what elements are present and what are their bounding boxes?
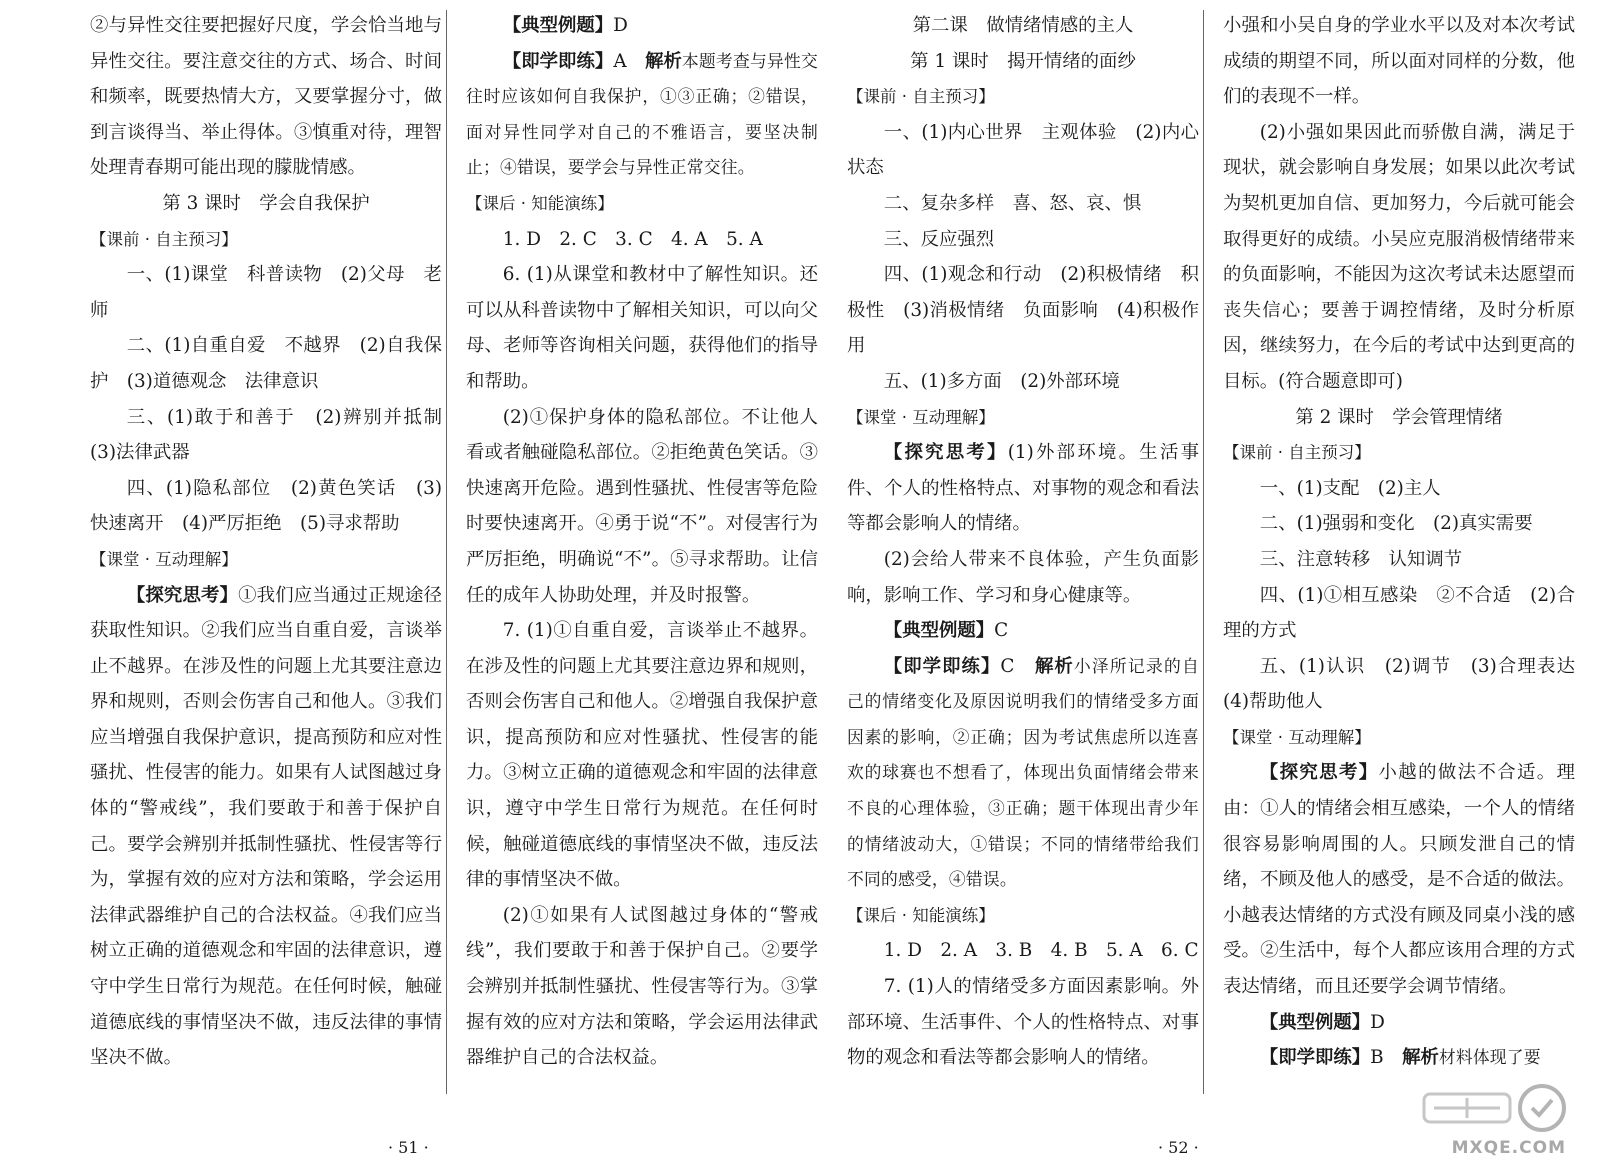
answer-text: ①我们应当通过正规途径获取性知识。②我们应当自重自爱，言谈举止不越界。在涉及性的问题上尤其要注意边界和规则，否则会伤害自己和他人。③我们应当增强自我保护意识，提高预防和应对性骚扰、性侵害的能力。如果有人试图越过身体的“警戒线”，我们要敢于和善于保护自己。要学会辨别并抵制性骚扰、性侵害等行为，掌握有效的应对方法和策略，学会运用法律武器维护自己的合法权益。④我们应当树立正确的道德观念和牢固的法律意识，遵守中学生日常行为规范。在任何时候，触碰道德底线的事情坚决不做，违反法律的事情坚决不做。: [90, 584, 442, 1069]
answer-line: 三、反应强烈: [883, 228, 995, 250]
analysis-text: 小泽所记录的自己的情绪变化及原因说明我们的情绪受多方面因素的影响，②正确；因为考试焦虑所以连喜欢的球赛也不想看了，体现出负面情绪会带来不良的心理体验，③正确；题干体现出青少年的情绪波动大，①错误；不同的情绪带给我们不同的感受，④错误。: [847, 655, 1199, 890]
answer-line: 四、(1)隐私部位 (2)黄色笑话 (3)快速离开 (4)严厉拒绝 (5)寻求帮助: [90, 477, 442, 535]
answer-line: 五、(1)认识 (2)调节 (3)合理表达 (4)帮助他人: [1223, 655, 1594, 713]
label: 【探究思考】: [126, 584, 239, 606]
answer-paragraph: [90, 578, 442, 1076]
answer-text: D: [1370, 1011, 1385, 1033]
answer-line: 1. D 2. C 3. C 4. A 5. A: [502, 228, 763, 250]
answer-text: C: [1000, 655, 1035, 677]
label: 【即学即练】: [502, 50, 614, 72]
answer-paragraph: (2)①保护身体的隐私部位。不让他人看或者触碰隐私部位。②拒绝黄色笑话。③快速离开危险。遇到性骚扰、性侵害等危险时要快速离开。④勇于说“不”。对侵害行为严厉拒绝，明确说“不”。⑤寻求帮助。让信任的成年人协助处理，并及时报警。: [466, 406, 818, 606]
analysis-text: 本题考查与异性交往时应该如何自我保护，①③正确；②错误，面对异性同学对自己的不雅语言，要坚决制止；④错误，要学会与异性正常交往。: [466, 50, 818, 178]
paragraph: ②与异性交往要把握好尺度，学会恰当地与异性交往。要注意交往的方式、场合、时间和频率，既要热情大方，又要掌握分寸，做到言谈得当、举止得体。③慎重对待，理智处理青春期可能出现的朦胧情感。: [90, 15, 442, 179]
answer-text: C: [994, 620, 1009, 642]
analysis-label: 解析: [645, 50, 682, 72]
answer-text: A: [613, 50, 646, 72]
left-column-1: [90, 8, 461, 1076]
answer-paragraph: [847, 435, 1199, 542]
page-number: · 51 ·: [388, 1138, 429, 1157]
answer-paragraph: (2)会给人带来不良体验，产生负面影响，影响工作、学习和身心健康等。: [847, 548, 1199, 606]
column-divider: [446, 10, 447, 1094]
answer-line: 一、(1)内心世界 主观体验 (2)内心状态: [847, 121, 1199, 179]
answer-line: 二、(1)自重自爱 不越界 (2)自我保护 (3)道德观念 法律意识: [90, 335, 442, 392]
right-column-2: [1223, 8, 1594, 1076]
answer-line: 四、(1)①相互感染 ②不合适 (2)合理的方式: [1223, 584, 1575, 642]
answer-line: 二、(1)强弱和变化 (2)真实需要: [1259, 513, 1533, 535]
lesson-heading: 第 3 课时 学会自我保护: [162, 192, 370, 214]
chapter-heading: 第二课 做情绪情感的主人: [912, 15, 1134, 36]
answer-text: B: [1370, 1047, 1403, 1069]
answer-text: 小越的做法不合适。理由：①人的情绪会相互感染，一个人的情绪很容易影响周围的人。只顾发泄自己的情绪，不顾及他人的感受，是不合适的做法。小越表达情绪的方式没有顾及同桌小浅的感受。②生活中，每个人都应该用合理的方式表达情绪，而且还要学会调节情绪。: [1223, 762, 1575, 998]
watermark: [1420, 1082, 1570, 1158]
answer-paragraph: 7. (1)①自重自爱，言谈举止不越界。在涉及性的问题上尤其要注意边界和规则，否则会伤害自己和他人。②增强自我保护意识，提高预防和应对性骚扰、性侵害的能力。③树立正确的道德观念和牢固的法律意识，遵守中学生日常行为规范。在任何时候，触碰道德底线的事情坚决不做，违反法律的事情坚决不做。: [466, 620, 818, 891]
analysis-text: 材料体现了要: [1438, 1047, 1541, 1068]
label: 【探究思考】: [883, 442, 1008, 464]
answer-text: (1)外部环境。生活事件、个人的性格特点、对事物的观念和看法等都会影响人的情绪。: [847, 442, 1199, 535]
answer-paragraph: [1223, 755, 1575, 1004]
answer-line: 五、(1)多方面 (2)外部环境: [883, 370, 1120, 392]
lesson-heading: 第 2 课时 学会管理情绪: [1295, 406, 1503, 428]
answer-circle-logo-icon: [1420, 1082, 1570, 1134]
section-heading: 【课堂 · 互动理解】: [90, 549, 238, 569]
page-number: · 52 ·: [1158, 1138, 1199, 1157]
answer-line: 一、(1)支配 (2)主人: [1259, 477, 1441, 499]
section-heading: 【课前 · 自主预习】: [847, 87, 995, 107]
answer-text: D: [613, 15, 628, 36]
label: 【探究思考】: [1259, 762, 1379, 784]
label: 【即学即练】: [1259, 1047, 1371, 1069]
analysis-label: 解析: [1034, 655, 1074, 677]
section-heading: 【课堂 · 互动理解】: [847, 407, 995, 427]
right-column-1: [847, 8, 1199, 1076]
label: 【典型例题】: [502, 15, 614, 36]
right-page: [800, 0, 1600, 1166]
answer-line: [847, 613, 1199, 649]
answer-paragraph: 6. (1)从课堂和教材中了解性知识。还可以从科普读物中了解相关知识，可以向父母、老师等咨询相关问题，获得他们的指导和帮助。: [466, 264, 818, 392]
section-heading: 【课前 · 自主预习】: [90, 229, 238, 249]
analysis-label: 解析: [1402, 1047, 1439, 1069]
label: 【典型例题】: [883, 620, 995, 642]
answer-paragraph: [847, 649, 1199, 898]
answer-line: 二、复杂多样 喜、怒、哀、惧: [883, 192, 1142, 214]
label: 【典型例题】: [1259, 1011, 1371, 1033]
answer-paragraph: (2)小强如果因此而骄傲自满，满足于现状，就会影响自身发展；如果以此次考试为契机更加自信、更加努力，今后就可能会取得更好的成绩。小吴应克服消极情绪带来的负面影响，不能因为这次考试未达愿望而丧失信心；要善于调控情绪，及时分析原因，继续努力，在今后的考试中达到更高的目标。(符合题意即可): [1223, 121, 1575, 392]
section-heading: 【课后 · 知能演练】: [466, 193, 614, 213]
answer-line: 1. D 2. A 3. B 4. B 5. A 6. C: [883, 940, 1199, 962]
answer-line: [1223, 1005, 1575, 1041]
column-divider: [1203, 10, 1204, 1094]
answer-line: [466, 8, 818, 44]
section-heading: 【课后 · 知能演练】: [847, 905, 995, 925]
watermark-site: MXQE.COM: [1451, 1138, 1566, 1158]
answer-line: 四、(1)观念和行动 (2)积极情绪 积极性 (3)消极情绪 负面影响 (4)积极作用: [847, 264, 1199, 357]
answer-paragraph: [466, 44, 818, 186]
answer-paragraph: 7. (1)人的情绪受多方面因素影响。外部环境、生活事件、个人的性格特点、对事物的观念和看法等都会影响人的情绪。: [847, 976, 1199, 1069]
answer-line: 三、(1)敢于和善于 (2)辨别并抵制 (3)法律武器: [90, 406, 461, 464]
lesson-heading: 第 1 课时 揭开情绪的面纱: [910, 50, 1136, 72]
label: 【即学即练】: [883, 655, 1001, 677]
section-heading: 【课前 · 自主预习】: [1223, 443, 1371, 463]
paragraph: 小强和小吴自身的学业水平以及对本次考试成绩的期望不同，所以面对同样的分数，他们的表现不一样。: [1223, 15, 1575, 108]
answer-line: 一、(1)课堂 科普读物 (2)父母 老师: [90, 264, 442, 321]
left-column-2: [466, 8, 818, 1076]
answer-line: [1223, 1040, 1575, 1076]
answer-line: 三、注意转移 认知调节: [1259, 548, 1463, 570]
section-heading: 【课堂 · 互动理解】: [1223, 727, 1371, 747]
answer-paragraph: (2)①如果有人试图越过身体的“警戒线”，我们要敢于和善于保护自己。②要学会辨别并抵制性骚扰、性侵害等行为。③掌握有效的应对方法和策略，学会运用法律武器维护自己的合法权益。: [466, 904, 818, 1069]
